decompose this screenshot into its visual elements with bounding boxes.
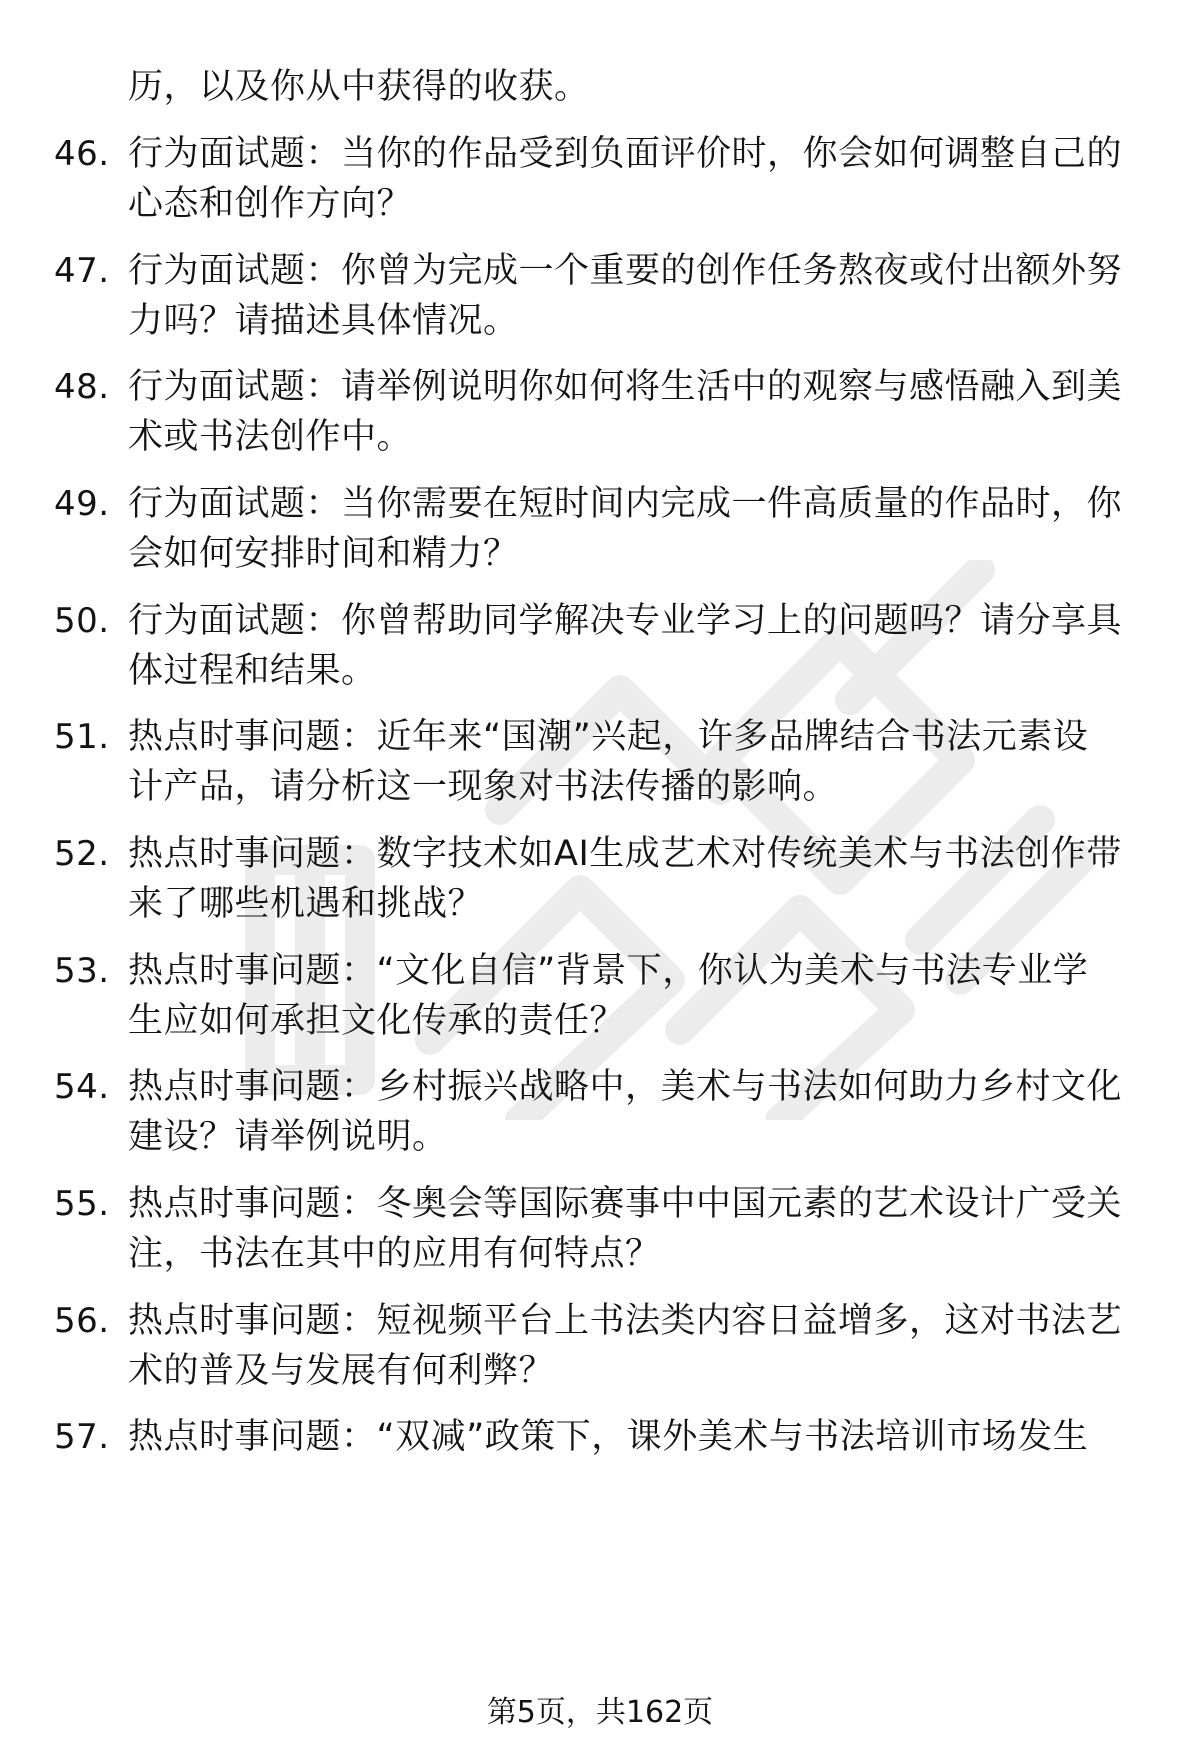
item-text [128, 1062, 1188, 1162]
item-line: 热点时事问题：数字技术如AI生成艺术对传统美术与书法创作带 [128, 834, 1122, 874]
item-line: 计产品，请分析这一现象对书法传播的影响。 [128, 767, 839, 807]
item-number: 51. [54, 717, 110, 757]
item-line: 热点时事问题：“文化自信”背景下，你认为美术与书法专业学 [128, 951, 1089, 991]
item-number: 50. [54, 601, 110, 641]
item-number: 49. [54, 484, 110, 524]
item-line: 行为面试题：你曾为完成一个重要的创作任务熬夜或付出额外努 [128, 251, 1123, 291]
item-text [128, 596, 1188, 696]
item-line: 来了哪些机遇和挑战？ [128, 884, 484, 924]
item-number: 47. [54, 251, 110, 291]
item-line: 力吗？请描述具体情况。 [128, 301, 519, 341]
item-line: 体过程和结果。 [128, 651, 377, 691]
item-text [128, 829, 1188, 929]
item-text [128, 1179, 1188, 1279]
item-line: 会如何安排时间和精力？ [128, 534, 519, 574]
item-number: 56. [54, 1301, 110, 1341]
item-text [128, 246, 1188, 346]
item-text [128, 62, 1188, 112]
item-line: 历，以及你从中获得的收获。 [128, 67, 590, 107]
item-line: 行为面试题：你曾帮助同学解决专业学习上的问题吗？请分享具 [128, 601, 1123, 641]
item-line: 热点时事问题：短视频平台上书法类内容日益增多，这对书法艺 [128, 1301, 1123, 1341]
page-footer: 第5页，共162页 [486, 1695, 714, 1730]
item-number: 52. [54, 834, 110, 874]
item-line: 热点时事问题：近年来“国潮”兴起，许多品牌结合书法元素设 [128, 717, 1089, 757]
item-line: 心态和创作方向？ [128, 184, 413, 224]
item-text [128, 1296, 1188, 1396]
item-line: 生应如何承担文化传承的责任？ [128, 1001, 626, 1041]
item-line: 行为面试题：当你需要在短时间内完成一件高质量的作品时，你 [128, 484, 1123, 524]
item-text [128, 362, 1188, 462]
item-number: 53. [54, 951, 110, 991]
item-text [128, 129, 1188, 229]
item-line: 术或书法创作中。 [128, 417, 413, 457]
item-line: 建设？请举例说明。 [128, 1117, 448, 1157]
item-line: 行为面试题：当你的作品受到负面评价时，你会如何调整自己的 [128, 134, 1123, 174]
item-number: 57. [54, 1417, 110, 1457]
item-line: 术的普及与发展有何利弊？ [128, 1351, 555, 1391]
item-line: 注，书法在其中的应用有何特点？ [128, 1234, 661, 1274]
item-text [128, 1412, 1188, 1462]
item-number: 54. [54, 1067, 110, 1107]
item-number: 55. [54, 1184, 110, 1224]
item-line: 行为面试题：请举例说明你如何将生活中的观察与感悟融入到美 [128, 367, 1123, 407]
item-line: 热点时事问题：冬奥会等国际赛事中中国元素的艺术设计广受关 [128, 1184, 1123, 1224]
item-number: 46. [54, 134, 110, 174]
item-number: 48. [54, 367, 110, 407]
item-text [128, 712, 1188, 812]
item-text [128, 946, 1188, 1046]
item-text [128, 479, 1188, 579]
item-line: 热点时事问题：乡村振兴战略中，美术与书法如何助力乡村文化 [128, 1067, 1123, 1107]
item-line: 热点时事问题：“双减”政策下，课外美术与书法培训市场发生 [128, 1417, 1089, 1457]
